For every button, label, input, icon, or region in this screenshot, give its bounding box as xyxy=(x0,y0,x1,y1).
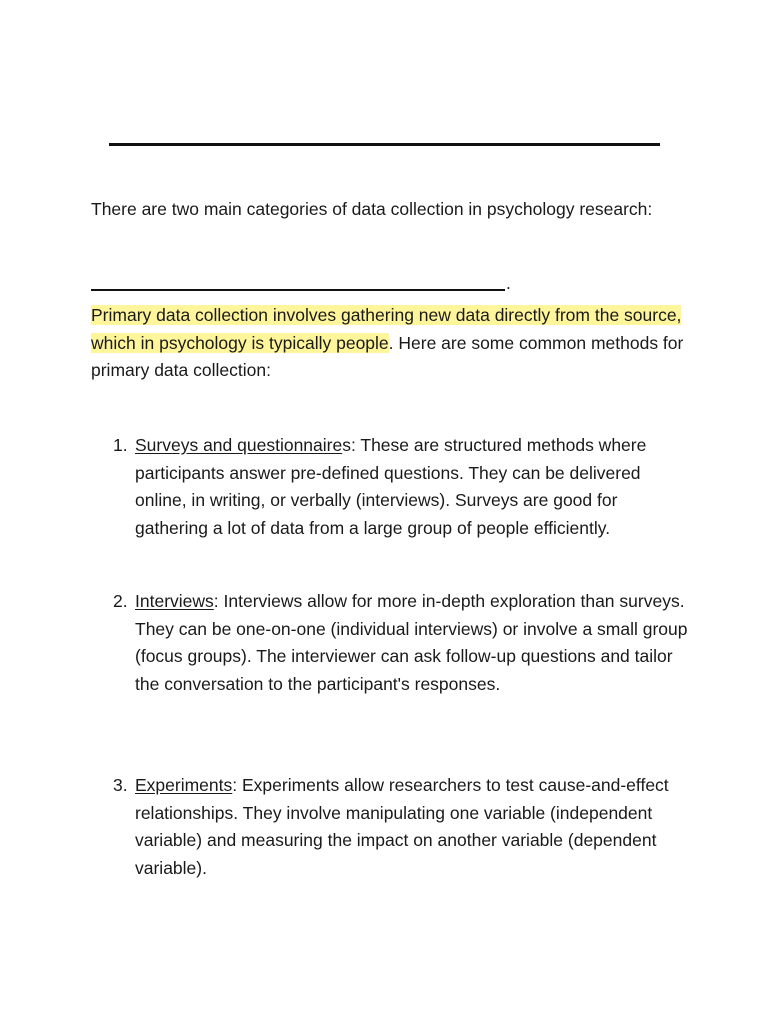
method-term: Interviews xyxy=(135,591,214,611)
list-number: 2. xyxy=(113,591,128,611)
intro-paragraph xyxy=(91,196,691,224)
list-number: 1. xyxy=(113,435,128,455)
list-number: 3. xyxy=(113,775,128,795)
list-item-text xyxy=(135,772,695,882)
list-item-text xyxy=(135,432,695,542)
method-description: : These are structured methods where participants answer pre-defined questions. They can be delivered online, in writing, or verbally (interviews). Surveys are good for gathering a lot of data from a large group of people efficiently. xyxy=(135,435,647,538)
intro-text: There are two main categories of data collection in psychology research: xyxy=(91,199,653,219)
blank-period: . xyxy=(506,273,511,293)
list-item-text xyxy=(135,588,695,698)
method-description: : Experiments allow researchers to test cause-and-effect relationships. They involve manipulating one variable (independent variable) and measuring the impact on another variable (dependent variable). xyxy=(135,775,669,878)
method-term: Surveys and questionnaire xyxy=(135,435,343,455)
primary-data-paragraph xyxy=(91,302,691,385)
title-blank-line xyxy=(109,143,660,146)
method-description: : Interviews allow for more in-depth exploration than surveys. They can be one-on-one (individual interviews) or involve a small group (focus groups). The interviewer can ask follow-up questions and tailor the conversation to the participant's responses. xyxy=(135,591,688,694)
primary-rest-text: . Here are some common methods for primary data collection: xyxy=(91,332,684,380)
fill-in-blank-line xyxy=(91,289,505,291)
highlighted-definition: Primary data collection involves gathering new data directly from the source, which in psychology is typically people xyxy=(91,305,682,353)
method-term: Experiments xyxy=(135,775,233,795)
method-term-suffix: s xyxy=(342,435,351,455)
